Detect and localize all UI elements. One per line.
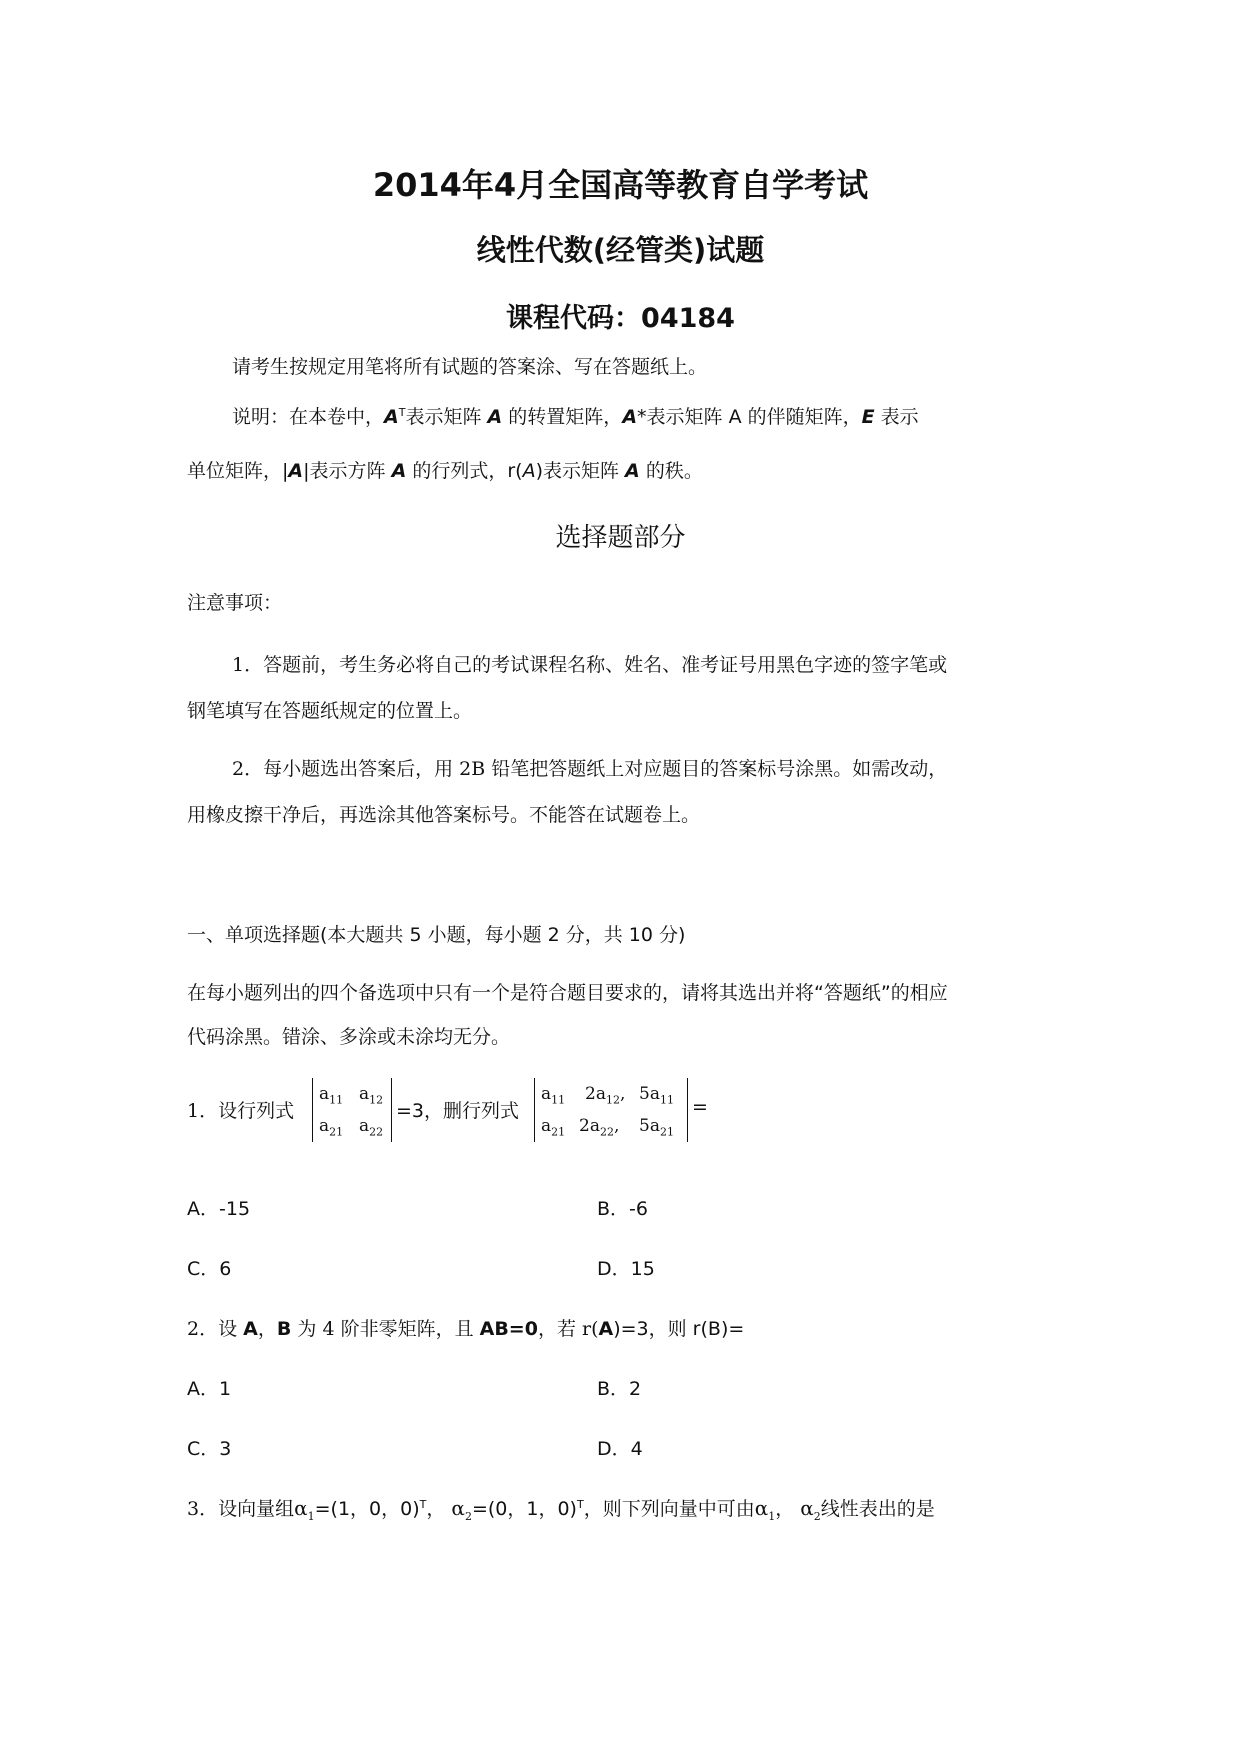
q1-option-b[interactable]: B．-6 [597, 1198, 648, 1220]
det1-r2c1: $a_{21}$ [319, 1116, 344, 1139]
notice-item-1-line-2: 钢笔填写在答题纸规定的位置上。 [187, 700, 473, 722]
q1-determinant-1 [312, 1078, 392, 1142]
part1-heading: 一、单项选择题(本大题共 5 小题，每小题 2 分，共 10 分) [187, 924, 686, 946]
notice-item-2-line-1: 2．每小题选出答案后，用 2B 铅笔把答题纸上对应题目的答案标号涂黑。如需改动， [232, 758, 948, 780]
notice-item-2-line-2: 用橡皮擦干净后，再选涂其他答案标号。不能答在试题卷上。 [187, 804, 701, 826]
instruction-line-1: 请考生按规定用笔将所有试题的答案涂、写在答题纸上。 [232, 356, 708, 378]
notice-item-1-line-1: 1．答题前，考生务必将自己的考试课程名称、姓名、准考证号用黑色字迹的签字笔或 [232, 654, 948, 676]
q2-option-d[interactable]: D．4 [597, 1438, 643, 1460]
det2-r2c1: $a_{21}$ [541, 1116, 566, 1139]
exam-title: 2014年4月全国高等教育自学考试 [372, 166, 869, 204]
det2-r2c3: $5a_{21}$ [639, 1116, 674, 1139]
q1-suffix: = [692, 1096, 708, 1118]
instruction-note-line-1: 说明：在本卷中，$A^T$表示矩阵 A 的转置矩阵，A*表示矩阵 A 的伴随矩阵，E 表示 [232, 406, 919, 428]
q2-stem: 2．设 A，B 为 4 阶非零矩阵，且 AB=0，若 r(A)=3，则 r(B)= [187, 1318, 745, 1340]
q1-determinant-2 [534, 1078, 688, 1142]
notice-heading: 注意事项： [187, 592, 283, 614]
instruction-note-line-2: 单位矩阵，|A|表示方阵 A 的行列式，r(A)表示矩阵 A 的秩。 [187, 460, 703, 482]
det1-r2c2: $a_{22}$ [359, 1116, 384, 1139]
q1-mid: =3，删行列式 [396, 1100, 520, 1122]
det1-r1c1: $a_{11}$ [319, 1084, 344, 1107]
q3-stem: 3．设向量组$\alpha_1=(1$，0，0)$^T$， $\alpha_2=(0$，1，0)$^T$，则下列向量中可由$\alpha_1$， $\alpha_2$线性表出的是 [187, 1496, 935, 1523]
det2-r1c3: $5a_{11}$ [639, 1084, 674, 1107]
q2-option-a[interactable]: A．1 [187, 1378, 232, 1400]
q1-option-a[interactable]: A．-15 [187, 1198, 251, 1220]
q1-option-c[interactable]: C．6 [187, 1258, 232, 1280]
q2-option-c[interactable]: C．3 [187, 1438, 232, 1460]
course-code: 课程代码：04184 [506, 303, 735, 334]
exam-subtitle: 线性代数(经管类)试题 [476, 233, 765, 267]
part1-desc-line-1: 在每小题列出的四个备选项中只有一个是符合题目要求的，请将其选出并将“答题纸”的相应 [187, 982, 948, 1004]
q1-prefix: 1．设行列式 [187, 1100, 295, 1122]
det1-r1c2: $a_{12}$ [359, 1084, 384, 1107]
det2-r1c2: $2a_{12}$, [585, 1084, 626, 1107]
det2-r2c2: $2a_{22}$, [579, 1116, 620, 1139]
section-title: 选择题部分 [555, 523, 686, 553]
part1-desc-line-2: 代码涂黑。错涂、多涂或未涂均无分。 [187, 1026, 511, 1048]
q2-option-b[interactable]: B．2 [597, 1378, 642, 1400]
q1-option-d[interactable]: D．15 [597, 1258, 655, 1280]
det2-r1c1: $a_{11}$ [541, 1084, 566, 1107]
